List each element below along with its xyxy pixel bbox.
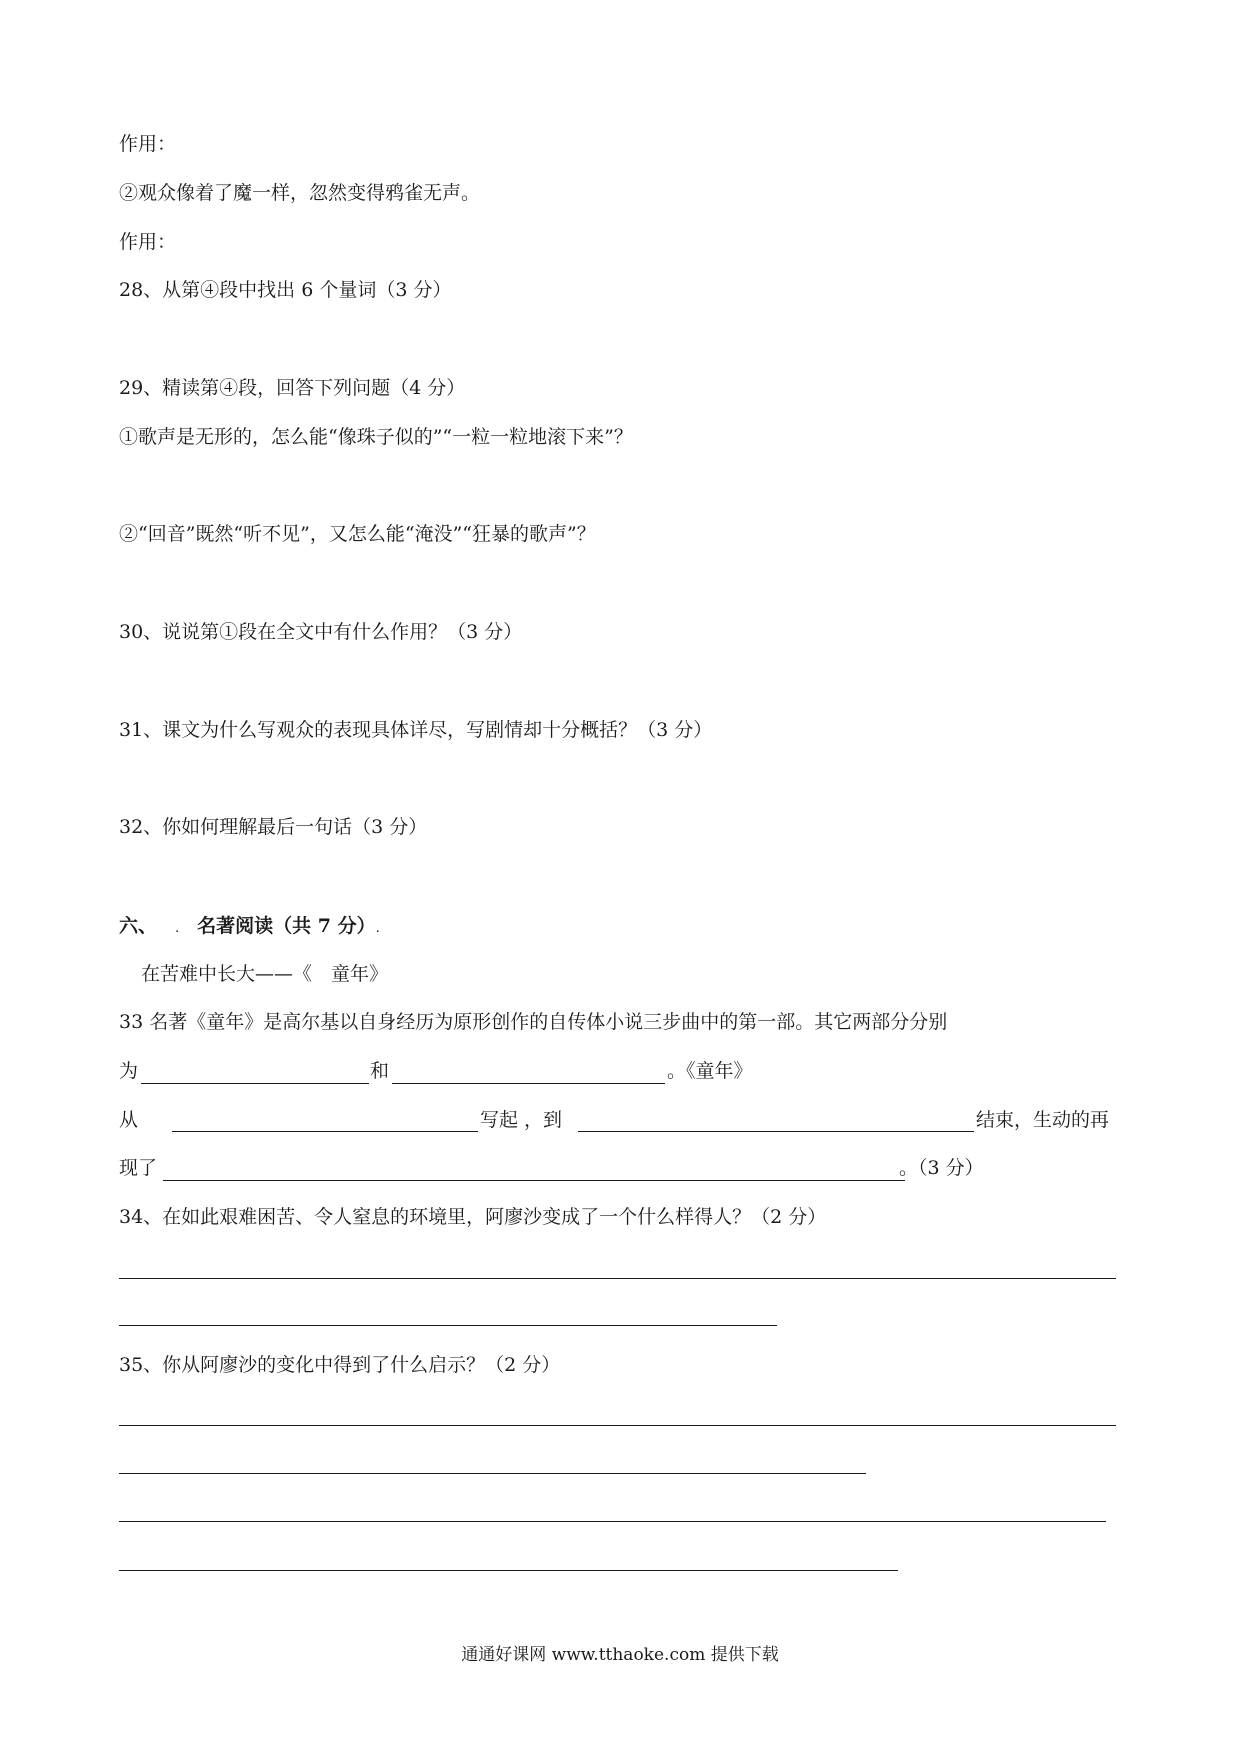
question-29: 29、精读第④段，回答下列问题（4 分） xyxy=(119,377,466,399)
q33-score: 。（3 分） xyxy=(899,1157,984,1179)
question-35: 35、你从阿廖沙的变化中得到了什么启示？（2 分） xyxy=(119,1354,561,1376)
section-6-dot-2: . xyxy=(375,921,380,936)
question-32: 32、你如何理解最后一句话（3 分） xyxy=(119,816,428,838)
q33-word-xianle: 现了 xyxy=(119,1157,158,1179)
question-29-2: ②“回音”既然“听不见”，又怎么能“淹没”“狂暴的歌声”？ xyxy=(119,523,596,545)
section-6-heading xyxy=(119,914,380,941)
q33-word-tongnian: 。《童年》 xyxy=(667,1060,753,1082)
page-footer: 通通好课网 www.tthaoke.com 提供下载 xyxy=(461,1645,779,1665)
q35-answer-line-4[interactable] xyxy=(119,1570,898,1571)
q33-word-he: 和 xyxy=(370,1060,390,1082)
q33-blank-5[interactable] xyxy=(163,1180,905,1181)
question-28: 28、从第④段中找出 6 个量词（3 分） xyxy=(119,279,452,301)
section-6-dot: . xyxy=(175,921,180,936)
section-6-subtitle: 在苦难中长大——《 童年》 xyxy=(141,963,389,985)
q34-answer-line-1[interactable] xyxy=(119,1278,1116,1279)
section-6-title: 名著阅读（共 7 分） xyxy=(197,915,376,937)
question-31: 31、课文为什么写观众的表现具体详尽，写剧情却十分概括？（3 分） xyxy=(119,719,713,741)
question-30: 30、说说第①段在全文中有什么作用？（3 分） xyxy=(119,621,523,643)
line-zuoyong-1: 作用： xyxy=(119,133,177,155)
section-6-number: 六、 xyxy=(119,915,158,937)
q35-answer-line-2[interactable] xyxy=(119,1473,866,1474)
q33-blank-1[interactable] xyxy=(141,1083,369,1084)
question-29-1: ①歌声是无形的，怎么能“像珠子似的”“一粒一粒地滚下来”？ xyxy=(119,426,633,448)
line-example-2: ②观众像着了魔一样，忽然变得鸦雀无声。 xyxy=(119,182,481,204)
q35-answer-line-3[interactable] xyxy=(119,1521,1106,1522)
line-zuoyong-2: 作用： xyxy=(119,231,177,253)
q33-word-xieqi: 写起 ，到 xyxy=(480,1109,563,1131)
q33-word-jieshu: 结束，生动的再 xyxy=(976,1109,1110,1131)
q33-word-cong: 从 xyxy=(119,1109,139,1131)
q33-blank-4[interactable] xyxy=(578,1131,974,1132)
question-33: 33 名著《童年》是高尔基以自身经历为原形创作的自传体小说三步曲中的第一部。其它两部分分别 xyxy=(119,1011,948,1033)
q33-blank-2[interactable] xyxy=(392,1083,665,1084)
q34-answer-line-2[interactable] xyxy=(119,1325,777,1326)
q33-word-wei: 为 xyxy=(119,1060,139,1082)
q33-blank-3[interactable] xyxy=(172,1131,478,1132)
q35-answer-line-1[interactable] xyxy=(119,1425,1116,1426)
question-34: 34、在如此艰难困苦、令人窒息的环境里，阿廖沙变成了一个什么样得人？（2 分） xyxy=(119,1206,827,1228)
